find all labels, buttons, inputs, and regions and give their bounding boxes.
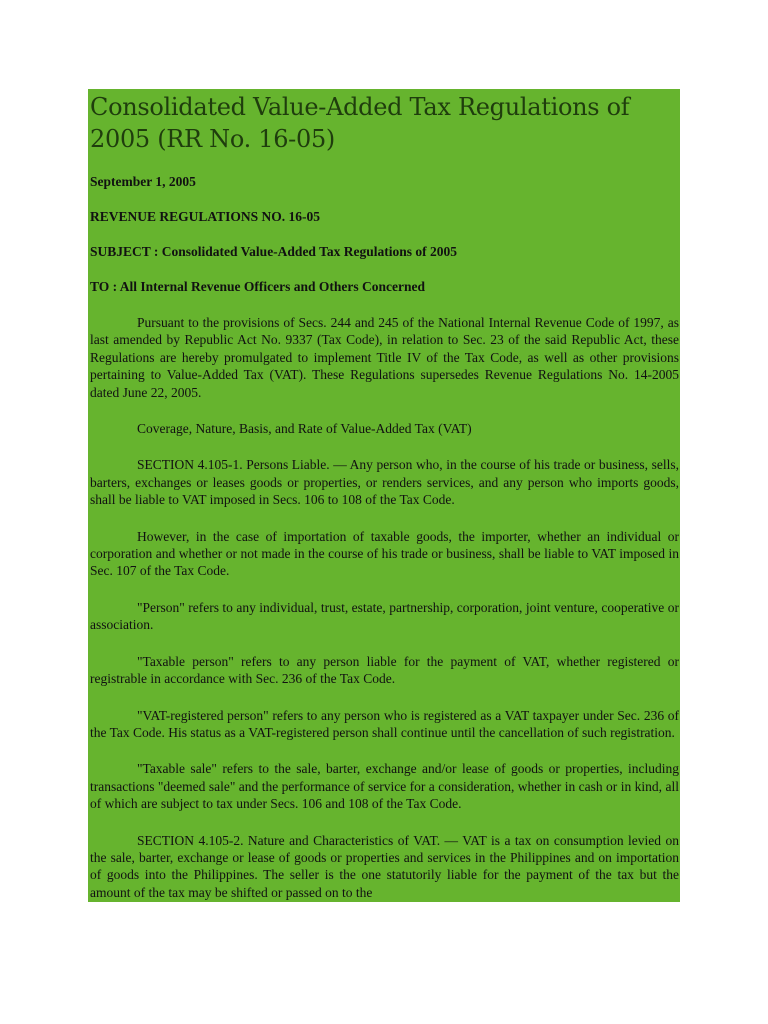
document-date: September 1, 2005 [90,174,196,189]
paragraph-importation: However, in the case of importation of taxable goods, the importer, whether an individual or corporation and whether or not made in the course of his trade or business, shall be liable to VAT imposed in Sec. 107 of the Tax Code. [90,528,679,579]
paragraph-vat-registered-person-definition: "VAT-registered person" refers to any person who is registered as a VAT taxpayer under Sec. 236 of the Tax Code. His status as a VAT-registered person shall continue until the cancellation of such registration. [90,707,679,740]
paragraph-intro: Pursuant to the provisions of Secs. 244 and 245 of the National Internal Revenue Code of 1997, as last amended by Republic Act No. 9337 (Tax Code), in relation to Sec. 23 of the said Republic Act, these Regulations are hereby promulgated to implement Title IV of the Tax Code, as well as other provisions pertaining to Value-Added Tax (VAT). These Regulations supersedes Revenue Regulations No. 14-2005 dated June 22, 2005. [90,315,679,400]
paragraph-section-4-105-2: SECTION 4.105-2. Nature and Characteristics of VAT. — VAT is a tax on consumption levied on the sale, barter, exchange or lease of goods or properties and services in the Philippines and on importation of goods into the Philippines. The seller is the one statutorily liable for the payment of the tax but the amount of the tax may be shifted or passed on to the [90,832,679,900]
document-subject: SUBJECT : Consolidated Value-Added Tax Regulations of 2005 [90,244,457,259]
paragraph-taxable-sale-definition: "Taxable sale" refers to the sale, barter, exchange and/or lease of goods or properties, including transactions "deemed sale" and the performance of service for a consideration, whether in cash or in kind, all of which are subject to tax under Secs. 106 and 108 of the Tax Code. [90,761,679,812]
regulation-number: REVENUE REGULATIONS NO. 16-05 [90,209,321,224]
paragraph-person-definition: "Person" refers to any individual, trust, estate, partnership, corporation, joint venture, cooperative or association. [90,599,679,633]
document-body [88,89,680,902]
document-title: Consolidated Value-Added Tax Regulations of 2005 (RR No. 16-05) [90,93,630,153]
paragraph-section-4-105-1: SECTION 4.105-1. Persons Liable. — Any person who, in the course of his trade or business, sells, barters, exchanges or leases goods or properties, or renders services, and any person who imports goods, shall be liable to VAT imposed in Secs. 106 to 108 of the Tax Code. [90,457,679,508]
paragraph-taxable-person-definition: "Taxable person" refers to any person liable for the payment of VAT, whether registered or registrable in accordance with Sec. 236 of the Tax Code. [90,653,679,687]
document-recipients: TO : All Internal Revenue Officers and Others Concerned [90,279,425,294]
section-heading-coverage: Coverage, Nature, Basis, and Rate of Value-Added Tax (VAT) [137,421,472,437]
